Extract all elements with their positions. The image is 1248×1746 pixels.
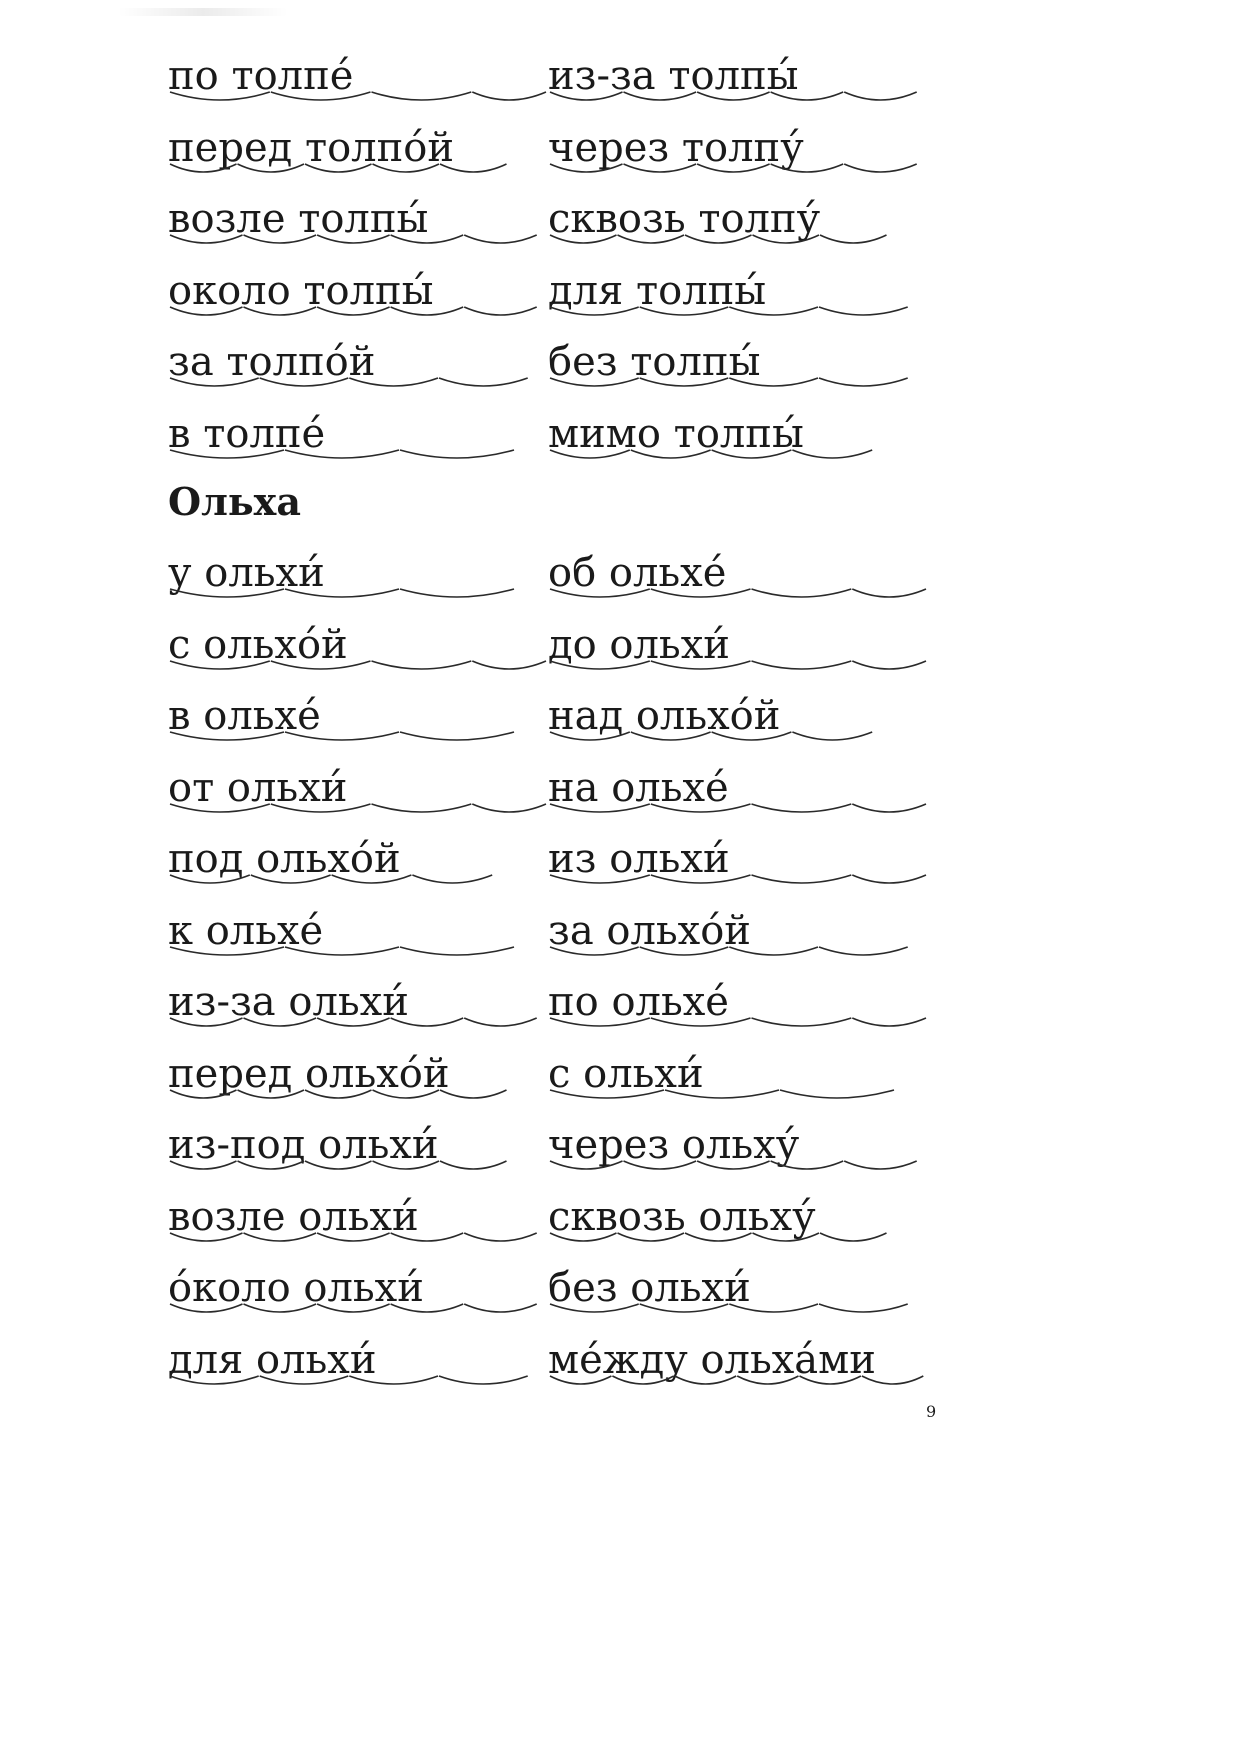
syllable-arcs bbox=[548, 1229, 928, 1251]
phrase-left: за толпо́й bbox=[168, 334, 548, 390]
phrase-left: из-за ольхи́ bbox=[168, 974, 548, 1030]
syllable-arcs bbox=[168, 160, 548, 182]
phrase-right: по ольхе́ bbox=[548, 974, 928, 1030]
phrase-left: из-под ольхи́ bbox=[168, 1117, 548, 1173]
phrase-left: перед ольхо́й bbox=[168, 1046, 548, 1102]
phrase-right: без толпы́ bbox=[548, 334, 928, 390]
syllable-arcs bbox=[548, 374, 928, 396]
phrase-left: у ольхи́ bbox=[168, 545, 548, 601]
syllable-arcs bbox=[168, 1086, 548, 1108]
table-row bbox=[168, 48, 928, 120]
syllable-arcs bbox=[548, 1157, 928, 1179]
phrase-right: ме́жду ольха́ми bbox=[548, 1332, 928, 1388]
table-row bbox=[168, 334, 928, 406]
syllable-arcs bbox=[548, 1014, 928, 1036]
syllable-arcs bbox=[168, 303, 548, 325]
table-row bbox=[168, 903, 928, 975]
phrase-right: об ольхе́ bbox=[548, 545, 928, 601]
syllable-arcs bbox=[548, 800, 928, 822]
phrase-left: перед толпо́й bbox=[168, 120, 548, 176]
syllable-arcs bbox=[168, 446, 548, 468]
word-list-tolpa bbox=[168, 48, 928, 477]
phrase-right: сквозь ольху́ bbox=[548, 1189, 928, 1245]
phrase-right: на ольхе́ bbox=[548, 760, 928, 816]
syllable-arcs bbox=[168, 231, 548, 253]
table-row bbox=[168, 831, 928, 903]
syllable-arcs bbox=[168, 1300, 548, 1322]
phrase-right: мимо толпы́ bbox=[548, 406, 928, 462]
phrase-right: над ольхо́й bbox=[548, 688, 928, 744]
syllable-arcs bbox=[548, 231, 928, 253]
syllable-arcs bbox=[548, 585, 928, 607]
syllable-arcs bbox=[168, 871, 548, 893]
syllable-arcs bbox=[548, 943, 928, 965]
syllable-arcs bbox=[168, 1372, 548, 1394]
syllable-arcs bbox=[168, 1157, 548, 1179]
syllable-arcs bbox=[168, 728, 548, 750]
table-row bbox=[168, 974, 928, 1046]
table-row bbox=[168, 545, 928, 617]
phrase-left: для ольхи́ bbox=[168, 1332, 548, 1388]
scan-artifact bbox=[118, 8, 288, 16]
phrase-left: около толпы́ bbox=[168, 263, 548, 319]
phrase-left: о́коло ольхи́ bbox=[168, 1260, 548, 1316]
page-number: 9 bbox=[926, 1402, 937, 1421]
syllable-arcs bbox=[168, 943, 548, 965]
phrase-left: от ольхи́ bbox=[168, 760, 548, 816]
phrase-right: для толпы́ bbox=[548, 263, 928, 319]
syllable-arcs bbox=[168, 585, 548, 607]
table-row bbox=[168, 1046, 928, 1118]
phrase-left: с ольхо́й bbox=[168, 617, 548, 673]
phrase-right: без ольхи́ bbox=[548, 1260, 928, 1316]
phrase-right: до ольхи́ bbox=[548, 617, 928, 673]
phrase-left: по толпе́ bbox=[168, 48, 548, 104]
phrase-right: через толпу́ bbox=[548, 120, 928, 176]
syllable-arcs bbox=[548, 88, 928, 110]
table-row bbox=[168, 120, 928, 192]
table-row bbox=[168, 263, 928, 335]
table-row bbox=[168, 688, 928, 760]
syllable-arcs bbox=[168, 1229, 548, 1251]
syllable-arcs bbox=[548, 1086, 928, 1108]
table-row bbox=[168, 1189, 928, 1261]
table-row bbox=[168, 1332, 928, 1404]
phrase-left: возле ольхи́ bbox=[168, 1189, 548, 1245]
phrase-left: к ольхе́ bbox=[168, 903, 548, 959]
syllable-arcs bbox=[548, 871, 928, 893]
syllable-arcs bbox=[168, 88, 548, 110]
phrase-left: в толпе́ bbox=[168, 406, 548, 462]
table-row bbox=[168, 760, 928, 832]
syllable-arcs bbox=[548, 728, 928, 750]
syllable-arcs bbox=[548, 446, 928, 468]
syllable-arcs bbox=[548, 303, 928, 325]
phrase-left: в ольхе́ bbox=[168, 688, 548, 744]
syllable-arcs bbox=[168, 1014, 548, 1036]
syllable-arcs bbox=[168, 800, 548, 822]
syllable-arcs bbox=[168, 657, 548, 679]
phrase-right: сквозь толпу́ bbox=[548, 191, 928, 247]
phrase-right: с ольхи́ bbox=[548, 1046, 928, 1102]
table-row bbox=[168, 1260, 928, 1332]
table-row bbox=[168, 191, 928, 263]
syllable-arcs bbox=[548, 1300, 928, 1322]
phrase-left: возле толпы́ bbox=[168, 191, 548, 247]
section-heading: Ольха bbox=[168, 479, 301, 524]
table-row bbox=[168, 1117, 928, 1189]
table-row bbox=[168, 406, 928, 478]
phrase-right: из-за толпы́ bbox=[548, 48, 928, 104]
word-list-olkha bbox=[168, 545, 928, 1403]
phrase-right: через ольху́ bbox=[548, 1117, 928, 1173]
syllable-arcs bbox=[168, 374, 548, 396]
phrase-right: за ольхо́й bbox=[548, 903, 928, 959]
syllable-arcs bbox=[548, 1372, 928, 1394]
phrase-right: из ольхи́ bbox=[548, 831, 928, 887]
phrase-left: под ольхо́й bbox=[168, 831, 548, 887]
syllable-arcs bbox=[548, 657, 928, 679]
table-row bbox=[168, 617, 928, 689]
syllable-arcs bbox=[548, 160, 928, 182]
